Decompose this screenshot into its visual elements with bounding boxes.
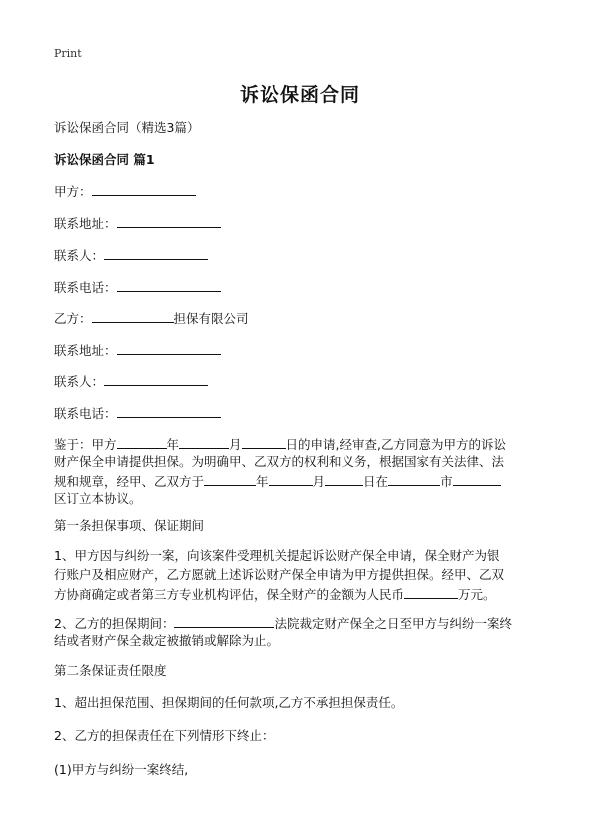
preamble-paragraph — [54, 434, 550, 508]
article-1-paragraph-1 — [54, 547, 550, 603]
article-1-text: 万元。 — [458, 587, 496, 602]
blank — [204, 471, 256, 486]
party-b-address-line — [54, 340, 221, 361]
article-2-heading: 第二条保证责任限度 — [54, 663, 167, 678]
article-1-text: 法院裁定财产保全之日至甲方与纠纷一案终 — [274, 616, 512, 631]
party-a-phone-label: 联系电话： — [54, 280, 117, 295]
section-heading: 诉讼保函合同 篇1 — [54, 152, 155, 167]
preamble-text: 日的申请,经审查,乙方同意为甲方的诉讼 — [285, 437, 506, 452]
document-subtitle: 诉讼保函合同（精选3篇） — [54, 120, 200, 135]
blank — [325, 471, 363, 486]
preamble-text: 规和规章，经甲、乙双方于 — [54, 474, 205, 489]
blank — [388, 471, 440, 486]
party-a-contact-label: 联系人： — [54, 248, 105, 263]
article-1-text: 2、乙方的担保期间： — [54, 616, 175, 631]
court-blank — [174, 613, 274, 628]
article-1-p1-row-2: 行账户及相应财产，乙方愿就上述诉讼财产保全申请为甲方提供担保。经甲、乙双 — [54, 566, 505, 582]
party-a-phone-blank — [117, 277, 221, 292]
party-a-address-label: 联系地址： — [54, 216, 117, 231]
preamble-row-2: 财产保全申请提供担保。为明确甲、乙双方的权利和义务，根据国家有关法律、法 — [54, 453, 505, 469]
article-2-item-2: 2、乙方的担保责任在下列情形下终止： — [54, 728, 275, 743]
party-b-phone-blank — [117, 403, 221, 418]
blank — [453, 471, 501, 486]
party-b-line — [54, 308, 249, 329]
preamble-text: 鉴于：甲方 — [54, 437, 117, 452]
blank — [179, 434, 229, 449]
party-b-contact-line — [54, 371, 208, 392]
party-a-phone-line — [54, 277, 221, 298]
party-b-address-label: 联系地址： — [54, 343, 117, 358]
preamble-text: 月 — [312, 474, 326, 489]
print-label: Print — [54, 47, 82, 60]
party-b-address-blank — [117, 340, 221, 355]
article-1-text: 方协商确定或者第三方专业机构评估，保全财产的金额为人民币 — [54, 587, 405, 602]
article-1-p1-row-1: 1、甲方因与纠纷一案，向该案件受理机关提起诉讼财产保全申请，保全财产为银 — [54, 548, 500, 563]
article-1-p1-row-3 — [54, 584, 550, 603]
preamble-text: 日在 — [363, 474, 389, 489]
party-b-phone-label: 联系电话： — [54, 406, 117, 421]
preamble-text: 市 — [440, 474, 453, 489]
party-b-blank — [92, 308, 174, 323]
party-a-blank — [92, 181, 196, 196]
party-a-contact-line — [54, 245, 208, 266]
blank — [242, 434, 286, 449]
article-2-item-2-1: (1)甲方与纠纷一案终结, — [54, 762, 189, 777]
amount-blank — [404, 584, 458, 599]
preamble-text: 年 — [166, 437, 180, 452]
article-1-p2-row-2: 结或者财产保全裁定被撤销或解除为止。 — [54, 632, 280, 648]
article-1-p2-row-1 — [54, 613, 550, 632]
party-b-contact-label: 联系人： — [54, 374, 105, 389]
preamble-text: 月 — [229, 437, 242, 452]
preamble-row-4: 区订立本协议。 — [54, 490, 142, 506]
party-b-contact-blank — [104, 371, 208, 386]
party-b-label: 乙方： — [54, 311, 92, 326]
preamble-row-1 — [54, 434, 550, 453]
party-a-contact-blank — [104, 245, 208, 260]
party-b-phone-line — [54, 403, 221, 424]
blank — [117, 434, 167, 449]
preamble-row-3 — [54, 471, 550, 490]
party-a-line — [54, 181, 196, 202]
party-a-label: 甲方： — [54, 184, 92, 199]
preamble-text: 年 — [256, 474, 269, 489]
party-a-address-blank — [117, 213, 221, 228]
party-a-address-line — [54, 213, 221, 234]
document-title: 诉讼保函合同 — [239, 84, 360, 106]
party-b-suffix: 担保有限公司 — [173, 311, 249, 326]
blank — [269, 471, 313, 486]
article-2-item-1: 1、超出担保范围、担保期间的任何款项,乙方不承担担保责任。 — [54, 695, 404, 710]
article-1-paragraph-2 — [54, 613, 550, 650]
article-1-heading: 第一条担保事项、保证期间 — [54, 518, 205, 533]
